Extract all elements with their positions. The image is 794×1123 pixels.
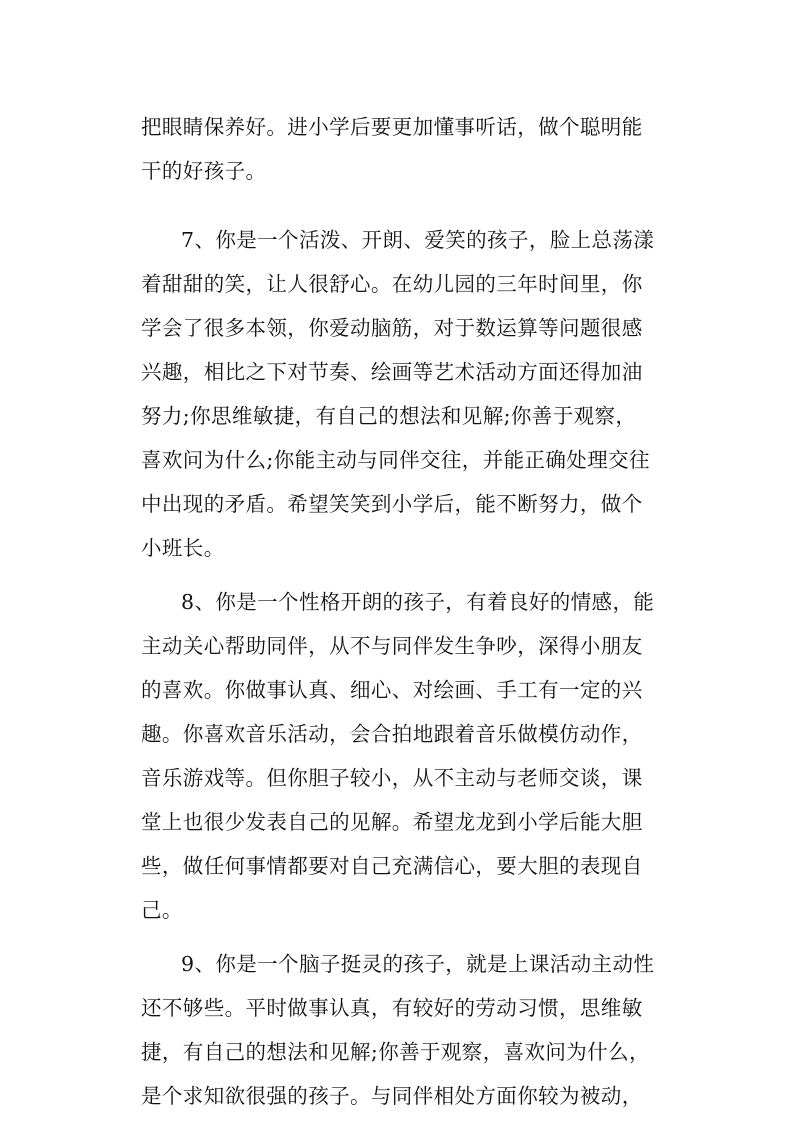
text-line: 堂上也很少发表自己的见解。希望龙龙到小学后能大胆 — [141, 810, 643, 834]
text-line: 兴趣，相比之下对节奏、绘画等艺术活动方面还得加油 — [141, 360, 643, 384]
text-line: 小班长。 — [141, 536, 225, 560]
paragraph-7-first-line: 7、你是一个活泼、开朗、爱笑的孩子，脸上总荡漾 — [181, 228, 655, 252]
text-line: 学会了很多本领，你爱动脑筋，对于数运算等问题很感 — [141, 316, 643, 340]
text-line: 是个求知欲很强的孩子。与同伴相处方面你较为被动， — [141, 1084, 643, 1108]
text-line: 的喜欢。你做事认真、细心、对绘画、手工有一定的兴 — [141, 678, 643, 702]
text-line: 中出现的矛盾。希望笑笑到小学后，能不断努力，做个 — [141, 492, 643, 516]
text-line: 努力;你思维敏捷，有自己的想法和见解;你善于观察， — [141, 404, 637, 428]
text-line: 着甜甜的笑，让人很舒心。在幼儿园的三年时间里，你 — [141, 272, 643, 296]
text-line: 喜欢问为什么;你能主动与同伴交往，并能正确处理交往 — [141, 448, 650, 472]
text-line: 干的好孩子。 — [141, 159, 267, 183]
text-line: 趣。你喜欢音乐活动，会合拍地跟着音乐做模仿动作， — [141, 722, 643, 746]
paragraph-8-first-line: 8、你是一个性格开朗的孩子，有着良好的情感，能 — [181, 590, 655, 614]
text-line: 己。 — [141, 898, 183, 922]
text-line: 捷，有自己的想法和见解;你善于观察，喜欢问为什么， — [141, 1040, 650, 1064]
text-line: 些，做任何事情都要对自己充满信心，要大胆的表现自 — [141, 854, 643, 878]
text-line: 还不够些。平时做事认真，有较好的劳动习惯，思维敏 — [141, 996, 643, 1020]
text-line: 把眼睛保养好。进小学后要更加懂事听话，做个聪明能 — [141, 115, 643, 139]
text-line: 音乐游戏等。但你胆子较小，从不主动与老师交谈，课 — [141, 766, 643, 790]
paragraph-9-first-line: 9、你是一个脑子挺灵的孩子，就是上课活动主动性 — [181, 952, 655, 976]
text-line: 主动关心帮助同伴，从不与同伴发生争吵，深得小朋友 — [141, 634, 643, 658]
